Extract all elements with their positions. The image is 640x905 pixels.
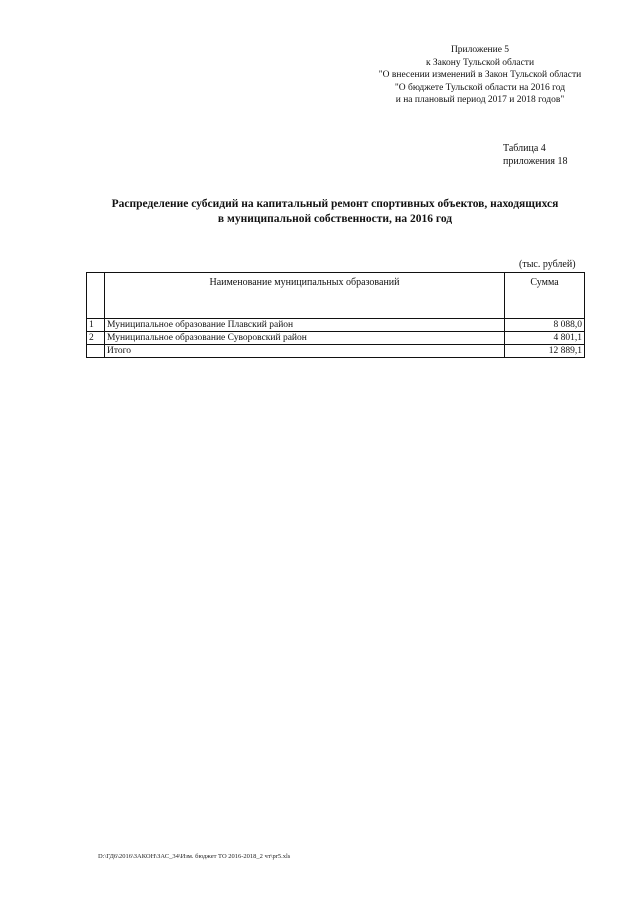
title-line-2: в муниципальной собственности, на 2016 год xyxy=(217,213,453,225)
row-number: 2 xyxy=(87,332,105,345)
appendix-line: "О внесении изменений в Закон Тульской области xyxy=(378,70,582,80)
appendix-line: Приложение 5 xyxy=(450,45,510,55)
row-number: 1 xyxy=(87,319,105,332)
row-name: Муниципальное образование Суворовский район xyxy=(105,332,505,345)
appendix-line: "О бюджете Тульской области на 2016 год xyxy=(394,82,566,93)
table-reference xyxy=(503,142,567,168)
appendix-header xyxy=(360,44,600,107)
table-row xyxy=(87,332,585,345)
table-row xyxy=(87,319,585,332)
appendix-line: и на плановый период 2017 и 2018 годов" xyxy=(395,95,565,105)
units-label: (тыс. рублей) xyxy=(519,259,576,270)
row-amount: 4 801,1 xyxy=(505,332,585,345)
row-amount: 8 088,0 xyxy=(505,319,585,332)
footer-file-path: D:\ГД6\2016\ЗАКОН\ЗАС_34\Изм. бюджет ТО 2016-2018_2 чт\pr5.xls xyxy=(98,853,291,860)
document-title xyxy=(70,197,600,227)
table-total-row xyxy=(87,345,585,358)
subsidy-table xyxy=(86,272,585,358)
row-name: Муниципальное образование Плавский район xyxy=(105,319,505,332)
table-label: Таблица 4 xyxy=(503,143,546,154)
appendix-line: к Закону Тульской области xyxy=(425,57,535,68)
title-line-1: Распределение субсидий на капитальный ремонт спортивных объектов, находящихся xyxy=(111,198,559,210)
row-name: Итого xyxy=(105,345,505,358)
row-number xyxy=(87,345,105,358)
table-header-row xyxy=(87,273,585,319)
appendix-reference: приложения 18 xyxy=(503,156,568,167)
row-amount: 12 889,1 xyxy=(505,345,585,358)
header-name: Наименование муниципальных образований xyxy=(105,273,505,319)
header-number xyxy=(87,273,105,319)
header-amount: Сумма xyxy=(505,273,585,319)
